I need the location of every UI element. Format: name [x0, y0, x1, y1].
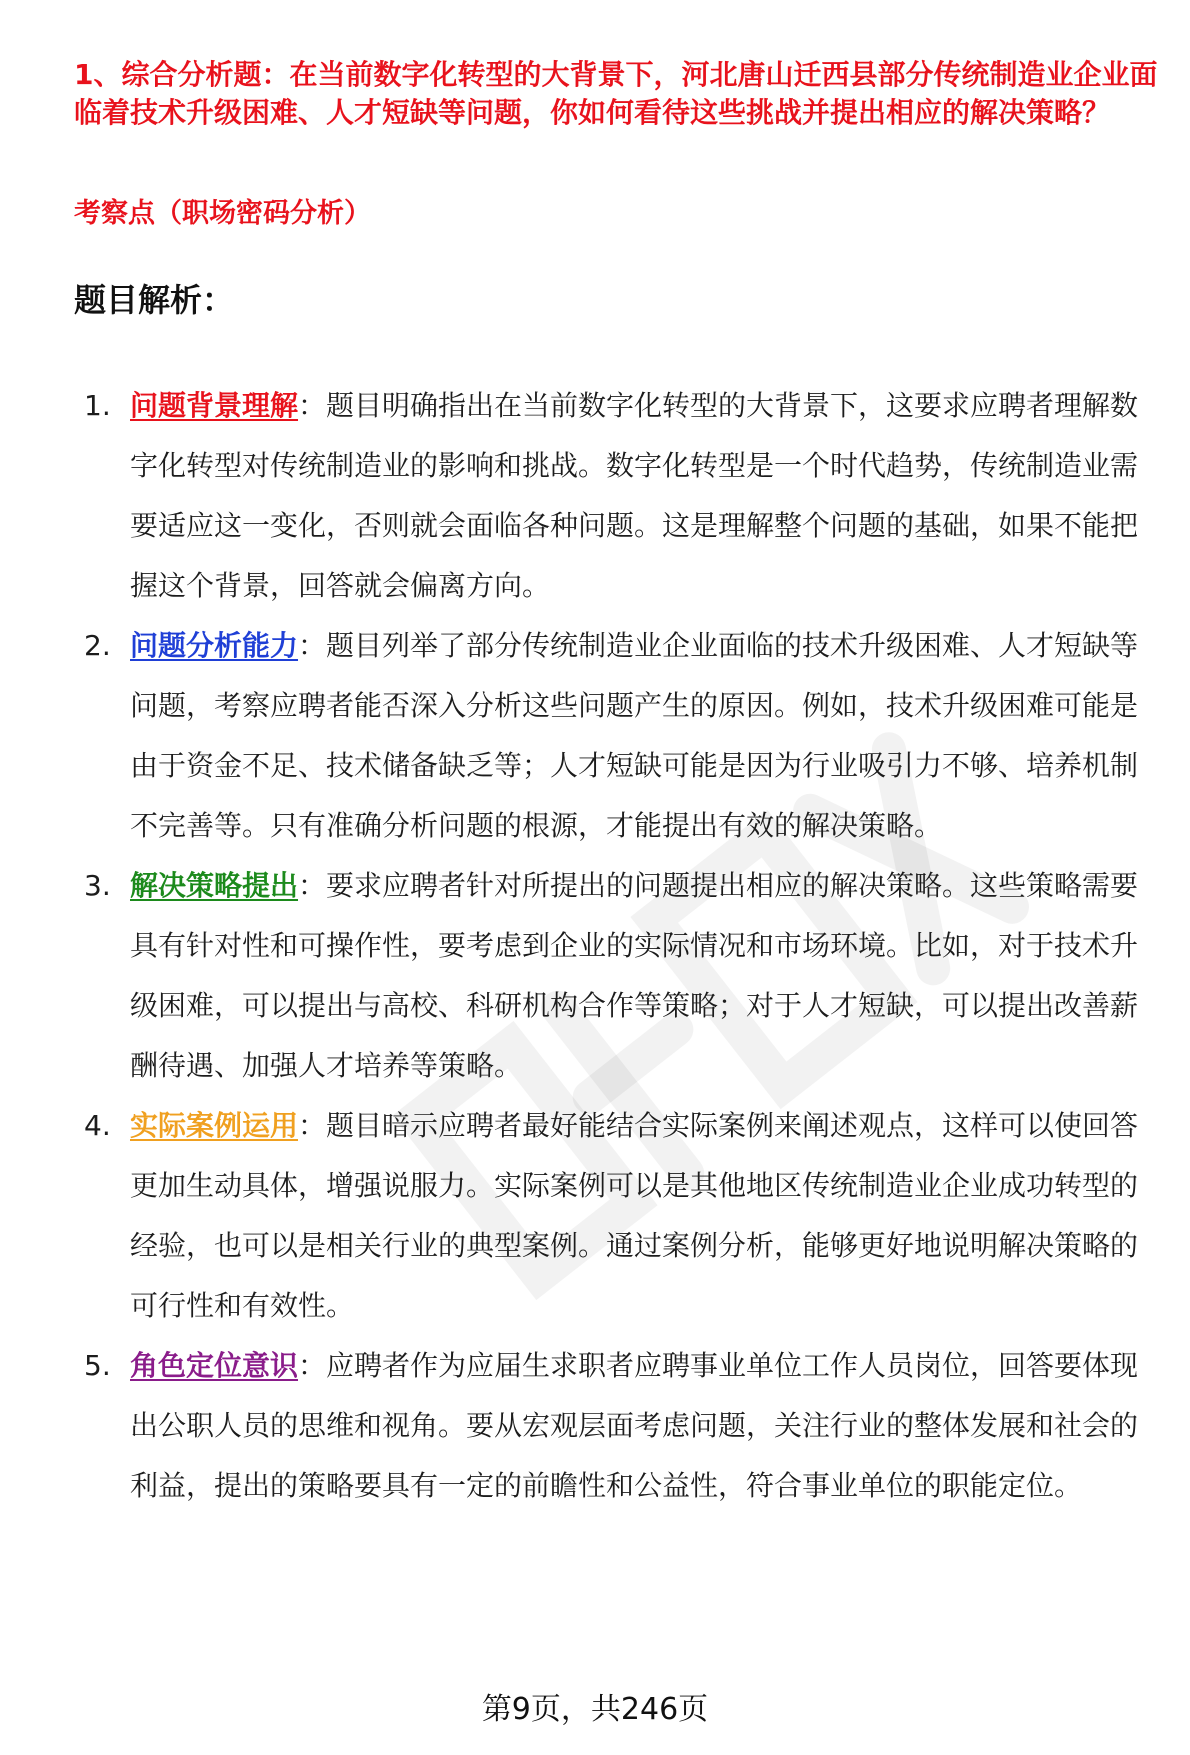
item-text: ：要求应聘者针对所提出的问题提出相应的解决策略。这些策略需要具有针对性和可操作性，要考虑到企业的实际情况和市场环境。比如，对于技术升级困难，可以提出与高校、科研机构合作等策略；对于人才短缺，可以提出改善薪酬待遇、加强人才培养等策略。: [130, 869, 1139, 1082]
item-text: ：题目明确指出在当前数字化转型的大背景下，这要求应聘者理解数字化转型对传统制造业的影响和挑战。数字化转型是一个时代趋势，传统制造业需要适应这一变化，否则就会面临各种问题。这是理解整个问题的基础，如果不能把握这个背景，回答就会偏离方向。: [130, 389, 1139, 602]
item-keyword-link[interactable]: 问题分析能力: [130, 629, 299, 662]
item-number: 3.: [84, 869, 111, 902]
item-keyword-link[interactable]: 问题背景理解: [130, 389, 299, 422]
item-number: 2.: [84, 629, 111, 662]
section-heading: 题目解析：: [74, 281, 235, 319]
analysis-item: [84, 376, 1156, 616]
item-text: ：题目暗示应聘者最好能结合实际案例来阐述观点，这样可以使回答更加生动具体，增强说服力。实际案例可以是其他地区传统制造业企业成功转型的经验，也可以是相关行业的典型案例。通过案例分析，能够更好地说明解决策略的可行性和有效性。: [130, 1109, 1139, 1322]
analysis-item: [84, 616, 1156, 856]
analysis-item: [84, 1336, 1156, 1516]
question-title: 1、综合分析题：在当前数字化转型的大背景下，河北唐山迁西县部分传统制造业企业面临着技术升级困难、人才短缺等问题，你如何看待这些挑战并提出相应的解决策略？: [74, 58, 1158, 129]
analysis-item: [84, 856, 1156, 1096]
item-keyword-link[interactable]: 角色定位意识: [130, 1349, 299, 1382]
analysis-item: [84, 1096, 1156, 1336]
item-text: ：应聘者作为应届生求职者应聘事业单位工作人员岗位，回答要体现出公职人员的思维和视角。要从宏观层面考虑问题，关注行业的整体发展和社会的利益，提出的策略要具有一定的前瞻性和公益性，符合事业单位的职能定位。: [130, 1349, 1139, 1502]
analysis-list: [84, 376, 1156, 1516]
item-text: ：题目列举了部分传统制造业企业面临的技术升级困难、人才短缺等问题，考察应聘者能否深入分析这些问题产生的原因。例如，技术升级困难可能是由于资金不足、技术储备缺乏等；人才短缺可能是因为行业吸引力不够、培养机制不完善等。只有准确分析问题的根源，才能提出有效的解决策略。: [130, 629, 1139, 842]
page-number: 第9页，共246页: [481, 1692, 709, 1727]
exam-point-label: 考察点（职场密码分析）: [74, 198, 371, 229]
item-number: 4.: [84, 1109, 111, 1142]
item-keyword-link[interactable]: 实际案例运用: [130, 1109, 299, 1142]
item-number: 5.: [84, 1349, 111, 1382]
item-number: 1.: [84, 389, 111, 422]
item-keyword-link[interactable]: 解决策略提出: [130, 869, 299, 902]
